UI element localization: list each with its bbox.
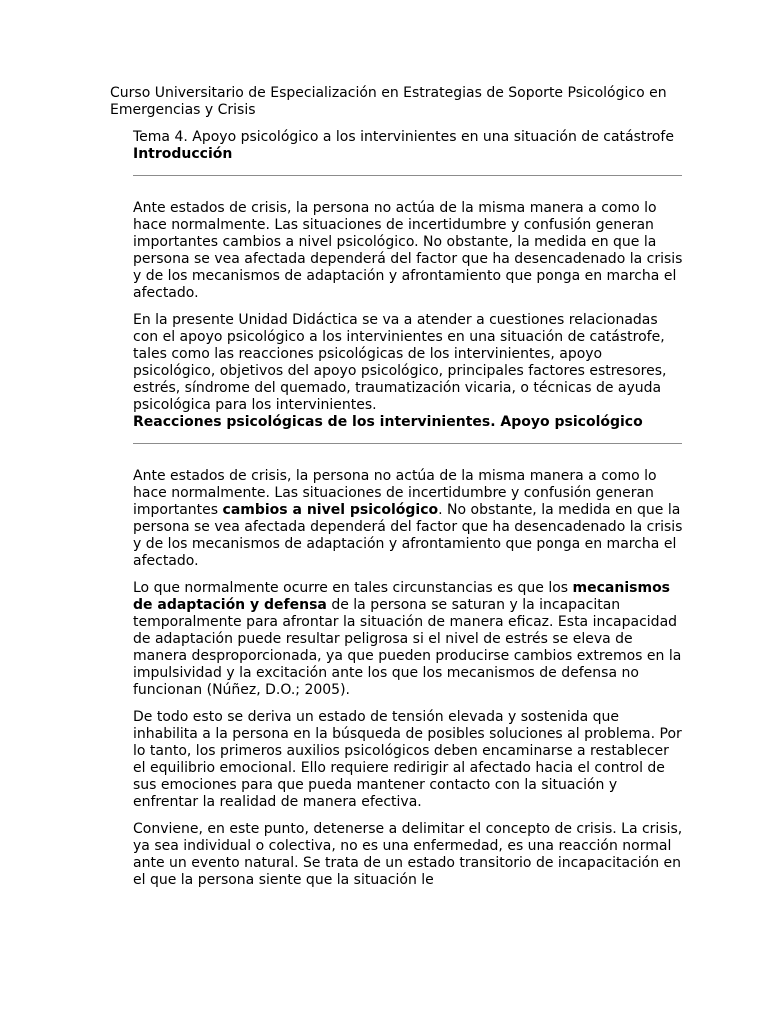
- reactions-body: [133, 468, 683, 889]
- reactions-heading: Reacciones psicológicas de los intervinientes. Apoyo psicológico: [133, 414, 643, 430]
- reactions-paragraph-2: [133, 580, 683, 699]
- reactions-p1-emphasis: cambios a nivel psicológico: [222, 502, 439, 518]
- reactions-p1-text-a: Ante estados de crisis, la persona no actúa de la misma manera a como lo hace normalmente. Las situaciones de incertidumbre y confusión generan importantes: [133, 468, 657, 518]
- introduction-paragraph-1: Ante estados de crisis, la persona no actúa de la misma manera a como lo hace normalmente. Las situaciones de incertidumbre y confusión generan importantes cambios a nivel psicológico. No obstante, la medida en que la persona se vea afectada dependerá del factor que ha desencadenado la crisis y de los mecanismos de adaptación y afrontamiento que ponga en marcha el afectado.: [133, 200, 683, 301]
- introduction-divider: [133, 175, 682, 176]
- reactions-paragraph-3: De todo esto se deriva un estado de tensión elevada y sostenida que inhabilita a la persona en la búsqueda de posibles soluciones al problema. Por lo tanto, los primeros auxilios psicológicos deben encaminarse a restablecer el equilibrio emocional. Ello requiere redirigir al afectado hacia el control de sus emociones para que pueda mantener contacto con la situación y enfrentar la realidad de manera efectiva.: [133, 709, 682, 810]
- reactions-divider: [133, 443, 682, 444]
- introduction-heading: Introducción: [133, 146, 233, 162]
- reactions-p2-text-b: de la persona se saturan y la incapacitan temporalmente para afrontar la situación de manera eficaz. Esta incapacidad de adaptación puede resultar peligrosa si el nivel de estrés se eleva de manera desproporcionada, ya que pueden producirse cambios extremos en la impulsividad y la excitación ante los que los mecanismos de defensa no funcionan (Núñez, D.O.; 2005).: [133, 597, 682, 698]
- reactions-paragraph-1: [133, 468, 683, 570]
- introduction-body: [133, 200, 683, 414]
- reactions-p1-text-b: . No obstante, la medida en que la persona se vea afectada dependerá del factor que ha desencadenado la crisis y de los mecanismos de adaptación y afrontamiento que ponga en marcha el afectado.: [133, 502, 683, 569]
- reactions-p2-emphasis: mecanismos de adaptación y defensa: [133, 580, 671, 613]
- document-content: [133, 129, 683, 889]
- topic-title: Tema 4. Apoyo psicológico a los intervinientes en una situación de catástrofe: [133, 129, 674, 145]
- reactions-paragraph-4: Conviene, en este punto, detenerse a delimitar el concepto de crisis. La crisis, ya sea individual o colectiva, no es una enfermedad, es una reacción normal ante un evento natural. Se trata de un estado transitorio de incapacitación en el que la persona siente que la situación le: [133, 821, 683, 888]
- introduction-paragraph-2: En la presente Unidad Didáctica se va a atender a cuestiones relacionadas con el apoyo psicológico a los intervinientes en una situación de catástrofe, tales como las reacciones psicológicas de los intervinientes, apoyo psicológico, objetivos del apoyo psicológico, principales factores estresores, estrés, síndrome del quemado, traumatización vicaria, o técnicas de ayuda psicológica para los intervinientes.: [133, 312, 667, 413]
- reactions-p2-text-a: Lo que normalmente ocurre en tales circunstancias es que los: [133, 580, 573, 596]
- course-title: Curso Universitario de Especialización en Estrategias de Soporte Psicológico en Emergencias y Crisis: [110, 85, 667, 118]
